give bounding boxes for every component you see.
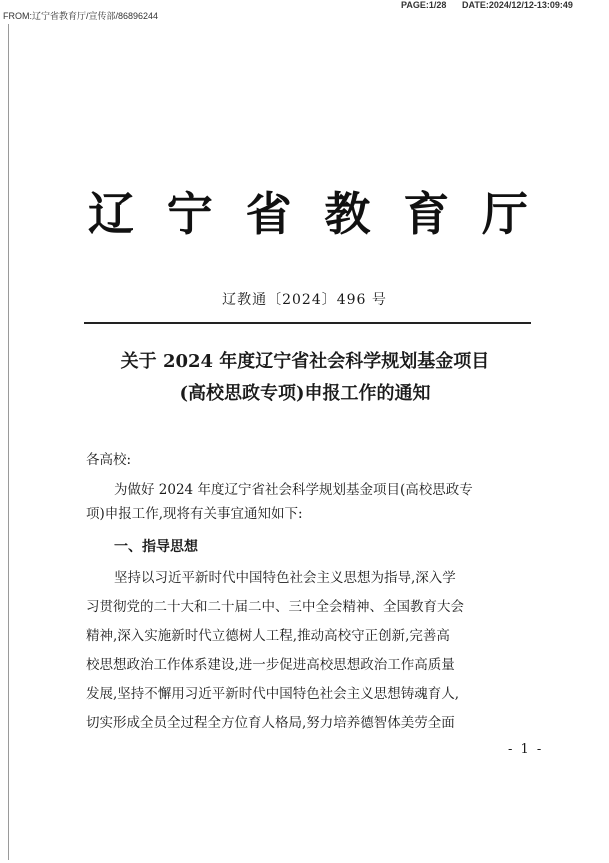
document-title-line-2: (高校思政专项)申报工作的通知: [179, 383, 431, 404]
body-paragraph-line: 精神,深入实施新时代立德树人工程,推动高校守正创新,完善高: [86, 628, 450, 644]
fax-timestamp: DATE:2024/12/12-13:09:49: [462, 0, 573, 10]
fax-header: [0, 0, 609, 22]
body-paragraph-line: 习贯彻党的二十大和二十届二中、三中全会精神、全国教育大会: [86, 599, 464, 615]
scan-edge-line: [8, 24, 9, 860]
intro-paragraph-line: 项)申报工作,现将有关事宜通知如下:: [86, 506, 303, 522]
org-title-char: 辽: [88, 187, 134, 241]
header-divider: [84, 322, 531, 324]
org-title-char: 育: [403, 187, 450, 241]
document-number: 辽教通〔2024〕496 号: [222, 292, 387, 308]
intro-paragraph-line: 为做好 2024 年度辽宁省社会科学规划基金项目(高校思政专: [114, 482, 473, 498]
issuing-authority-title: [88, 186, 528, 242]
body-paragraph-line: 切实形成全员全过程全方位育人格局,努力培养德智体美劳全面: [86, 715, 455, 731]
org-title-char: 省: [245, 187, 292, 241]
salutation: 各高校:: [86, 452, 132, 468]
fax-page-count: PAGE:1/28: [401, 0, 447, 10]
fax-from: FROM:辽宁省教育厅/宣传部/86896244: [3, 11, 159, 21]
section-heading: 一、指导思想: [114, 538, 198, 554]
body-paragraph-line: 坚持以习近平新时代中国特色社会主义思想为指导,深入学: [114, 570, 456, 586]
org-title-char: 宁: [166, 187, 213, 241]
document-title-line-1: 关于 2024 年度辽宁省社会科学规划基金项目: [120, 351, 490, 372]
body-paragraph-line: 校思想政治工作体系建设,进一步促进高校思想政治工作高质量: [86, 657, 455, 673]
org-title-char: 教: [324, 187, 371, 241]
body-paragraph-line: 发展,坚持不懈用习近平新时代中国特色社会主义思想铸魂育人,: [86, 686, 460, 702]
org-title-char: 厅: [481, 187, 528, 241]
page-number: - 1 -: [508, 742, 544, 757]
